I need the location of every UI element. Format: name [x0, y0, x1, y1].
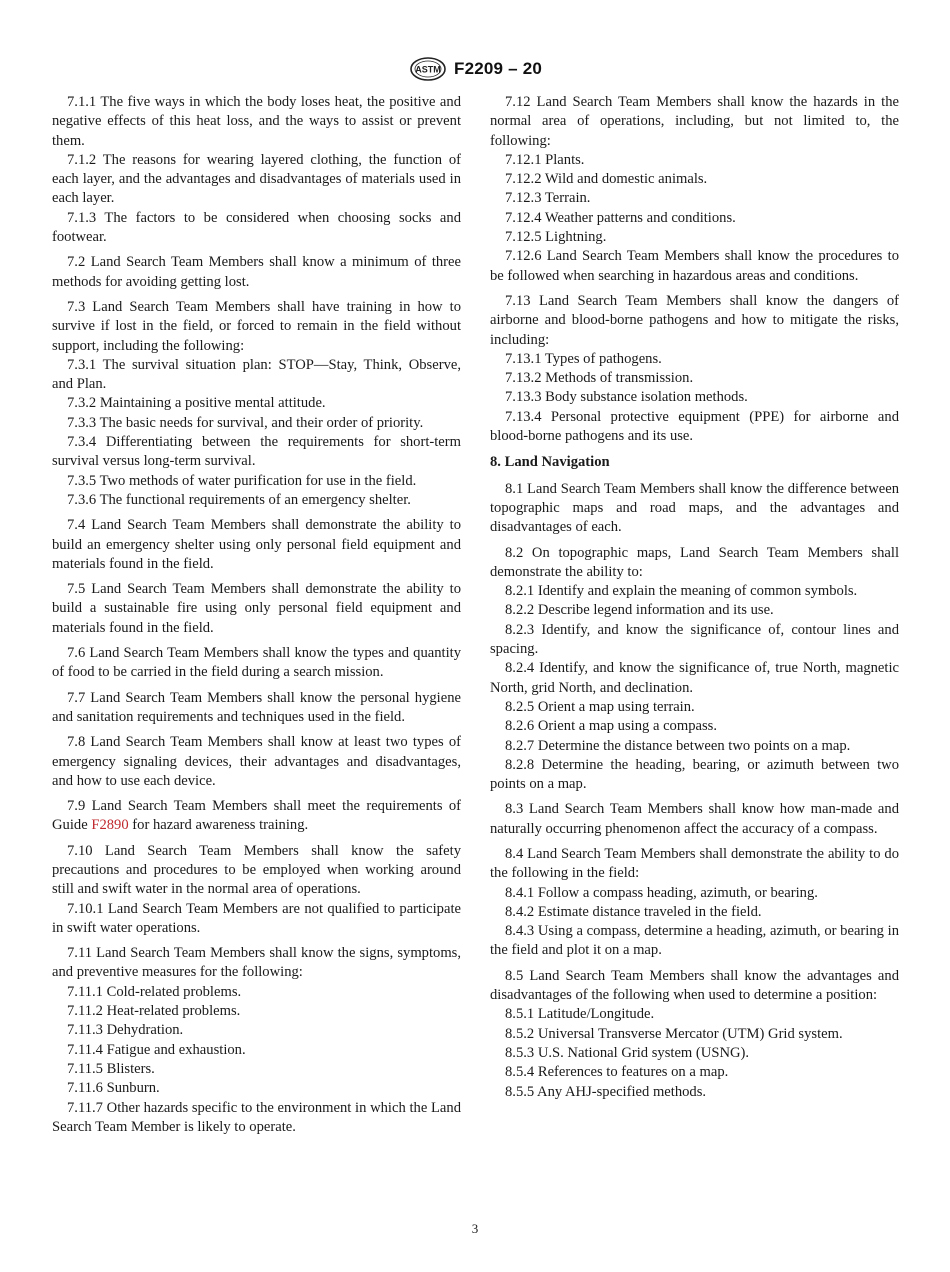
clause-8-5: 8.5 Land Search Team Members shall know the advantages and disadvantages of the following when used to determine a position:: [490, 967, 899, 1004]
clause-7-3-1: 7.3.1 The survival situation plan: STOP—Stay, Think, Observe, and Plan.: [52, 356, 461, 393]
clause-7-3-3: 7.3.3 The basic needs for survival, and their order of priority.: [67, 414, 424, 431]
clause-8-4-3: 8.4.3 Using a compass, determine a heading, azimuth, or bearing in the field and plot it on a map.: [490, 923, 899, 959]
clause-7-3-2: 7.3.2 Maintaining a positive mental attitude.: [67, 395, 326, 412]
clause-8-5-3: 8.5.3 U.S. National Grid system (USNG).: [505, 1044, 750, 1061]
clause-8-1: 8.1 Land Search Team Members shall know the difference between topographic maps and road maps, and the advantages and disadvantages of each.: [490, 480, 899, 536]
clause-7-7: 7.7 Land Search Team Members shall know the personal hygiene and sanitation requirements and techniques used in the field.: [52, 689, 461, 725]
clause-7-11-2: 7.11.2 Heat-related problems.: [67, 1003, 241, 1020]
clause-8-5-1: 8.5.1 Latitude/Longitude.: [505, 1006, 655, 1023]
clause-8-2-3: 8.2.3 Identify, and know the significance of, contour lines and spacing.: [490, 621, 899, 658]
clause-8-2-5: 8.2.5 Orient a map using terrain.: [505, 698, 695, 715]
astm-logo-icon: [408, 56, 448, 82]
clause-8-4-1: 8.4.1 Follow a compass heading, azimuth, or bearing.: [505, 884, 818, 901]
clause-7-2: 7.2 Land Search Team Members shall know a minimum of three methods for avoiding getting lost.: [52, 254, 461, 290]
clause-7-12: 7.12 Land Search Team Members shall know the hazards in the normal area of operations, including, but not limited to, the following:: [490, 94, 899, 149]
clause-7-9: [52, 797, 461, 836]
clause-7-11-7: 7.11.7 Other hazards specific to the environment in which the Land Search Team Member is likely to operate.: [52, 1099, 461, 1135]
clause-7-1-3: 7.1.3 The factors to be considered when choosing socks and footwear.: [52, 209, 461, 246]
clause-7-10-1: 7.10.1 Land Search Team Members are not qualified to participate in swift water operations.: [52, 900, 461, 936]
right-column: [490, 93, 899, 1102]
clause-7-4: 7.4 Land Search Team Members shall demonstrate the ability to build an emergency shelter using only personal field equipment and materials found in the field.: [52, 517, 461, 572]
clause-7-9-text-end: for hazard awareness training.: [128, 817, 309, 834]
left-column: [52, 93, 461, 1137]
clause-7-12-6: 7.12.6 Land Search Team Members shall know the procedures to be followed when searching in hazardous areas and conditions.: [490, 248, 899, 284]
clause-7-11-3: 7.11.3 Dehydration.: [67, 1022, 184, 1039]
clause-8-2-2: 8.2.2 Describe legend information and its use.: [505, 602, 774, 619]
clause-7-13-4: 7.13.4 Personal protective equipment (PPE) for airborne and blood-borne pathogens and its use.: [490, 408, 899, 445]
clause-7-13-2: 7.13.2 Methods of transmission.: [505, 370, 694, 387]
clause-8-5-2: 8.5.2 Universal Transverse Mercator (UTM) Grid system.: [505, 1025, 843, 1042]
clause-7-13-3: 7.13.3 Body substance isolation methods.: [505, 389, 748, 406]
clause-8-2-6: 8.2.6 Orient a map using a compass.: [505, 718, 717, 735]
guide-f2890-link[interactable]: F2890: [91, 817, 129, 834]
clause-8-4-2: 8.4.2 Estimate distance traveled in the field.: [505, 903, 762, 920]
clause-7-3-5: 7.3.5 Two methods of water purification for use in the field.: [67, 472, 417, 489]
svg-text:ASTM: ASTM: [415, 64, 441, 75]
section-heading-land-navigation: 8. Land Navigation: [490, 454, 610, 471]
clause-7-11-1: 7.11.1 Cold-related problems.: [67, 983, 242, 1000]
clause-7-6: 7.6 Land Search Team Members shall know the types and quantity of food to be carried in the field during a search mission.: [52, 645, 461, 681]
clause-7-11-5: 7.11.5 Blisters.: [67, 1060, 155, 1077]
clause-7-3: 7.3 Land Search Team Members shall have training in how to survive if lost in the field, or forced to remain in the field without support, including the following:: [52, 298, 461, 354]
clause-7-13: 7.13 Land Search Team Members shall know the dangers of airborne and blood-borne pathogens and how to mitigate the risks, including:: [490, 292, 899, 348]
clause-7-11-4: 7.11.4 Fatigue and exhaustion.: [67, 1041, 246, 1058]
clause-7-11: 7.11 Land Search Team Members shall know the signs, symptoms, and preventive measures for the following:: [52, 945, 461, 981]
clause-8-5-4: 8.5.4 References to features on a map.: [505, 1064, 729, 1081]
clause-7-12-5: 7.12.5 Lightning.: [505, 229, 607, 246]
clause-8-3: 8.3 Land Search Team Members shall know how man-made and naturally occurring phenomenon affect the accuracy of a compass.: [490, 801, 899, 837]
clause-8-4: 8.4 Land Search Team Members shall demonstrate the ability to do the following in the field:: [490, 845, 899, 882]
page-header: [0, 56, 950, 82]
clause-7-13-1: 7.13.1 Types of pathogens.: [505, 350, 662, 367]
document-designation: F2209 – 20: [453, 59, 542, 78]
clause-7-12-2: 7.12.2 Wild and domestic animals.: [505, 171, 708, 188]
clause-7-3-4: 7.3.4 Differentiating between the requirements for short-term survival versus long-term survival.: [52, 434, 461, 470]
clause-7-12-1: 7.12.1 Plants.: [505, 151, 585, 168]
clause-7-1-2: 7.1.2 The reasons for wearing layered clothing, the function of each layer, and the advantages and disadvantages of materials used in each layer.: [52, 151, 461, 207]
clause-7-8: 7.8 Land Search Team Members shall know at least two types of emergency signaling devices, their advantages and disadvantages, and how to use each device.: [52, 734, 461, 789]
clause-8-2-1: 8.2.1 Identify and explain the meaning of common symbols.: [505, 583, 858, 600]
clause-7-3-6: 7.3.6 The functional requirements of an emergency shelter.: [67, 491, 411, 508]
clause-7-5: 7.5 Land Search Team Members shall demonstrate the ability to build a sustainable fire using only personal field equipment and materials found in the field.: [52, 581, 461, 636]
clause-7-11-6: 7.11.6 Sunburn.: [67, 1080, 160, 1097]
clause-7-10: 7.10 Land Search Team Members shall know the safety precautions and procedures to be employed when working around still and swift water in the normal area of operations.: [52, 842, 461, 898]
clause-8-2: 8.2 On topographic maps, Land Search Team Members shall demonstrate the ability to:: [490, 544, 899, 580]
clause-7-12-4: 7.12.4 Weather patterns and conditions.: [505, 209, 736, 226]
clause-8-2-7: 8.2.7 Determine the distance between two points on a map.: [505, 737, 851, 754]
clause-8-2-4: 8.2.4 Identify, and know the significance of, true North, magnetic North, grid North, and declination.: [490, 660, 899, 696]
clause-8-2-8: 8.2.8 Determine the heading, bearing, or azimuth between two points on a map.: [490, 756, 899, 793]
clause-8-5-5: 8.5.5 Any AHJ-specified methods.: [505, 1083, 707, 1100]
clause-7-1-1: 7.1.1 The five ways in which the body loses heat, the positive and negative effects of this heat loss, and the ways to assist or prevent them.: [52, 94, 461, 149]
clause-7-12-3: 7.12.3 Terrain.: [505, 190, 591, 207]
clause-7-9-text-start: 7.9 Land Search Team Members shall meet the requirements of Guide: [52, 798, 461, 834]
page-number: 3: [471, 1221, 479, 1236]
